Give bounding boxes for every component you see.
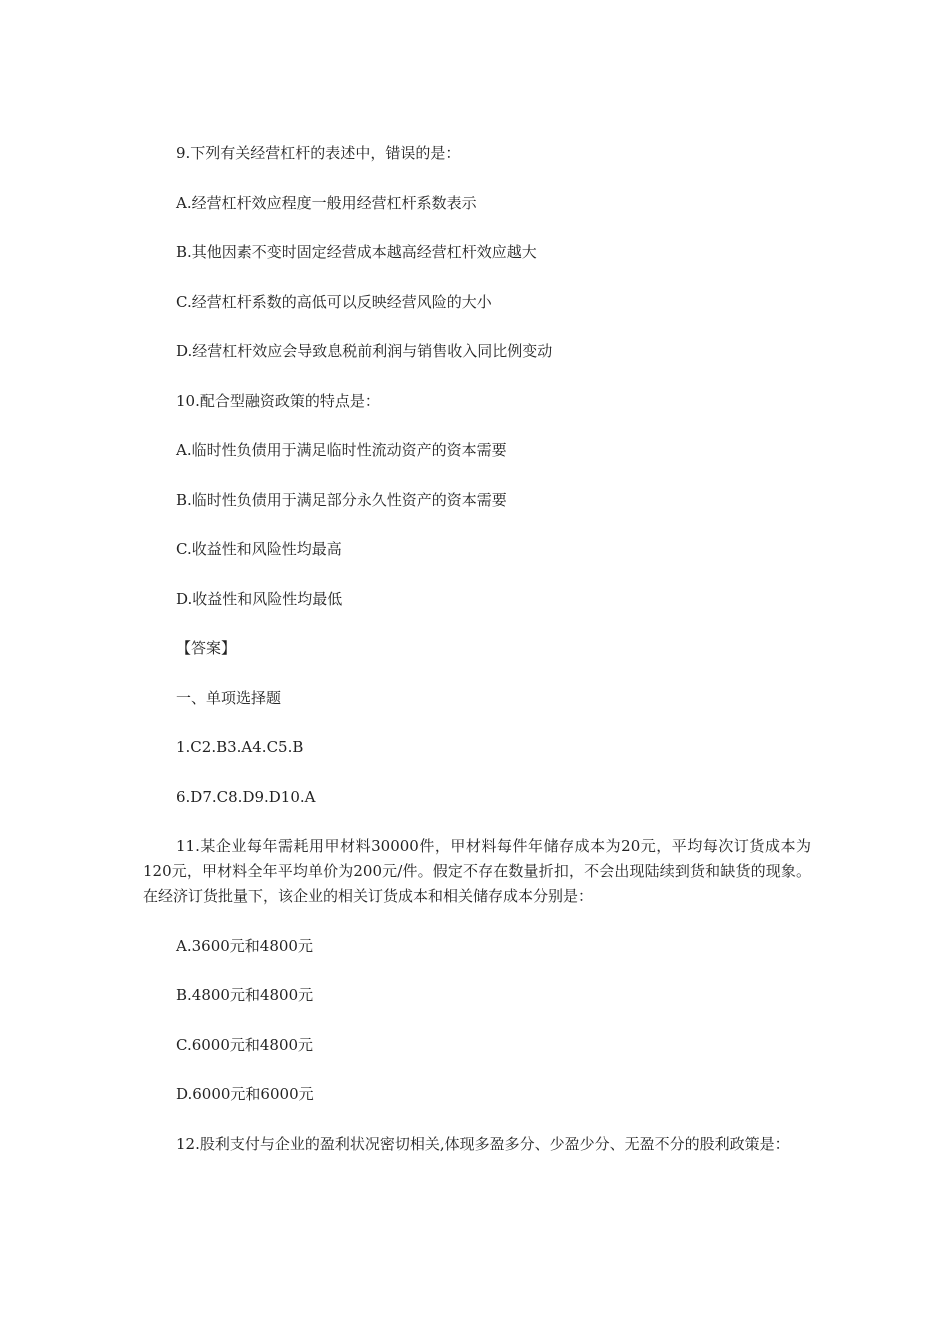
question-11-option-b: B.4800元和4800元 (176, 986, 314, 1004)
question-11: 11.某企业每年需耗用甲材料30000件，甲材料每件年储存成本为20元，平均每次订货成本为120元，甲材料全年平均单价为200元/件。假定不存在数量折扣，不会出现陆续到货和缺货的现象。在经济订货批量下，该企业的相关订货成本和相关储存成本分别是： (143, 837, 811, 905)
question-11-option-a: A.3600元和4800元 (176, 936, 313, 955)
answers-1-5: 1.C2.B3.A4.C5.B (176, 738, 304, 756)
question-10-option-a: A.临时性负债用于满足临时性流动资产的资本需要 (176, 441, 507, 459)
question-12: 12.股利支付与企业的盈利状况密切相关,体现多盈多分、少盈少分、无盈不分的股利政策是： (176, 1134, 790, 1153)
question-11-option-c: C.6000元和4800元 (176, 1035, 314, 1054)
question-9: 9.下列有关经营杠杆的表述中，错误的是： (176, 144, 461, 162)
question-9-option-b: B.其他因素不变时固定经营成本越高经营杠杆效应越大 (176, 243, 537, 261)
question-11-option-d: D.6000元和6000元 (176, 1085, 314, 1103)
question-10: 10.配合型融资政策的特点是： (176, 391, 380, 410)
section-heading-single-choice: 一、单项选择题 (176, 688, 282, 707)
answer-header: 【答案】 (176, 639, 237, 657)
question-9-option-c: C.经营杠杆系数的高低可以反映经营风险的大小 (176, 292, 492, 311)
question-10-option-b: B.临时性负债用于满足部分永久性资产的资本需要 (176, 490, 507, 509)
question-9-option-d: D.经营杠杆效应会导致息税前利润与销售收入同比例变动 (176, 342, 553, 360)
question-10-option-c: C.收益性和风险性均最高 (176, 540, 342, 558)
answers-6-10: 6.D7.C8.D9.D10.A (176, 787, 316, 806)
question-9-option-a: A.经营杠杆效应程度一般用经营杠杆系数表示 (176, 193, 477, 212)
document-page (143, 141, 811, 1181)
question-10-option-d: D.收益性和风险性均最低 (176, 589, 343, 608)
